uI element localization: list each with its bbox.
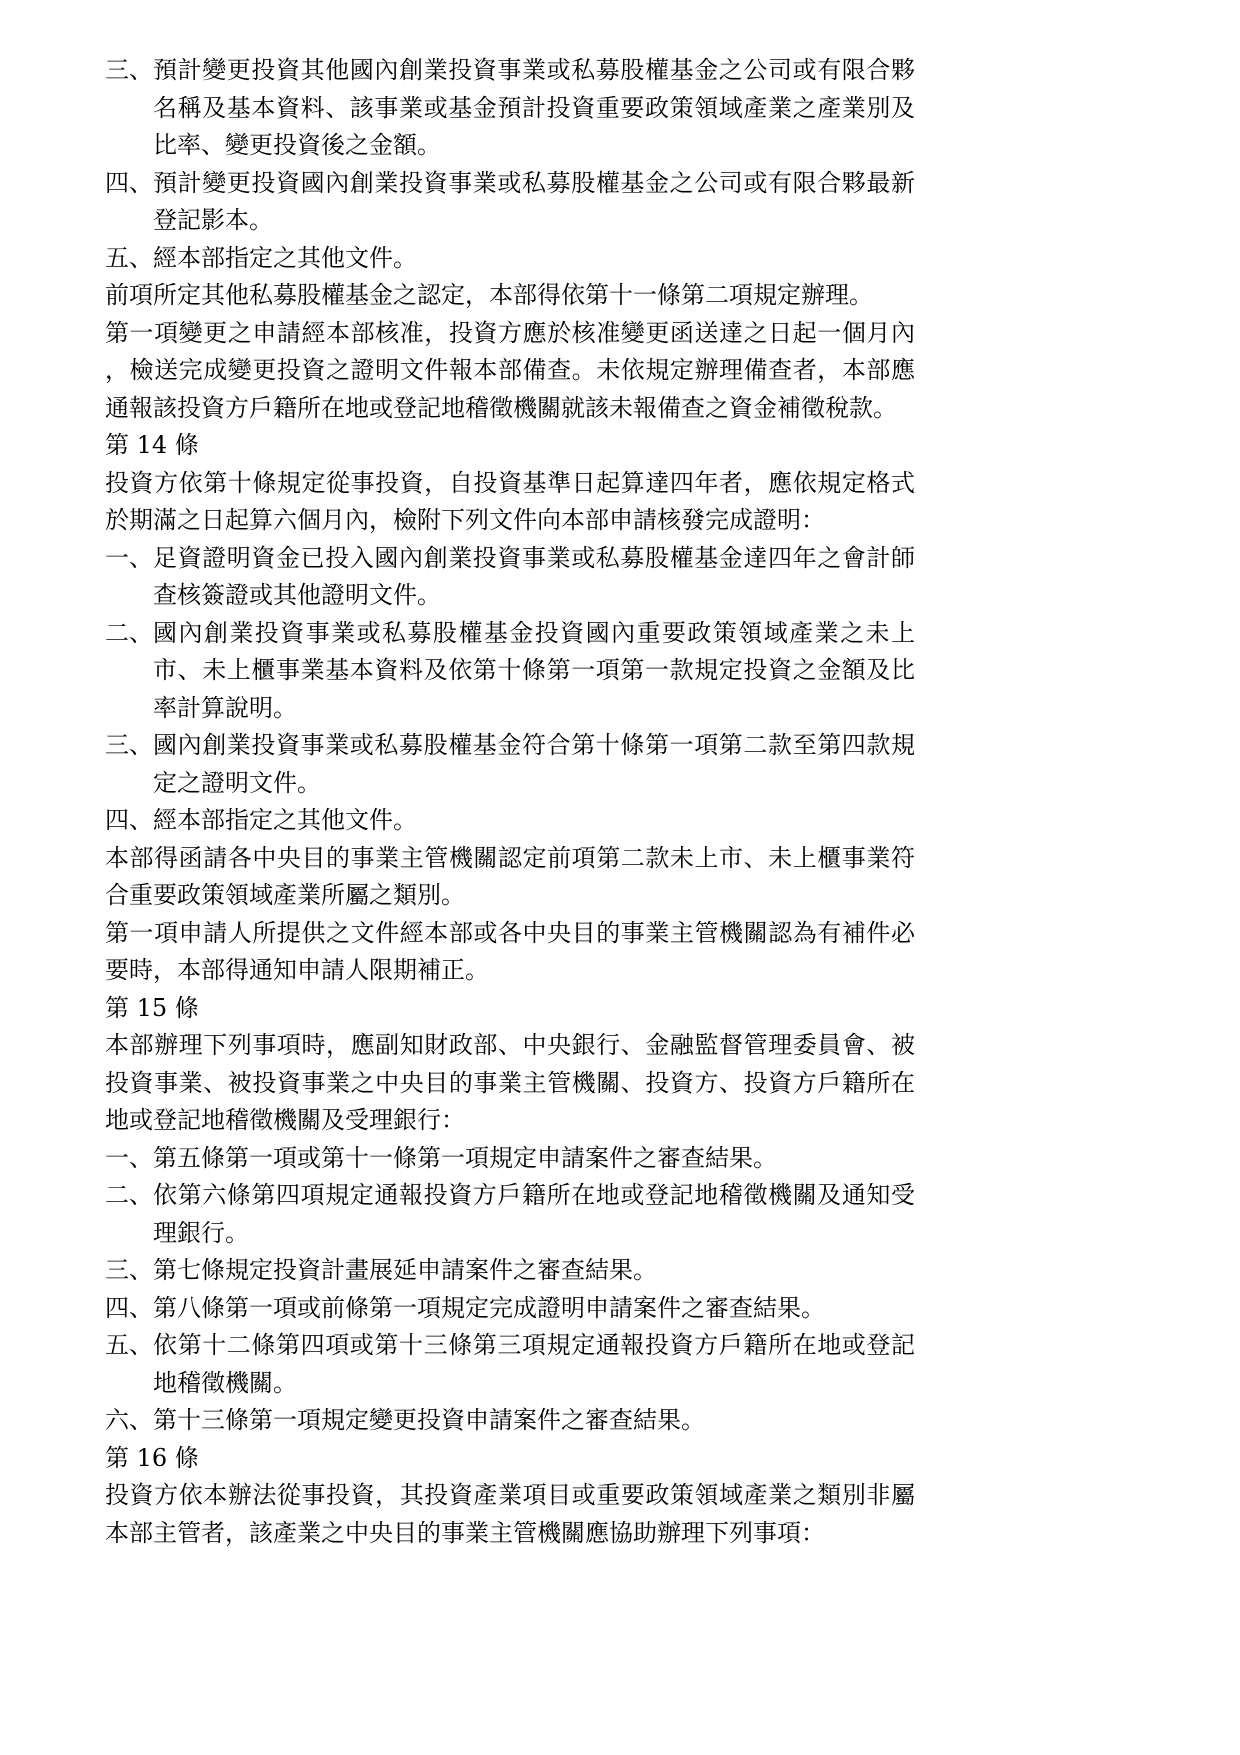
list-marker: 二、 — [105, 618, 153, 647]
list-item — [105, 540, 915, 615]
paragraph: 本部辦理下列事項時，應副知財政部、中央銀行、金融監督管理委員會、被投資事業、被投資事業之中央目的事業主管機關、投資方、投資方戶籍所在地或登記地稽徵機關及受理銀行： — [105, 1031, 915, 1134]
list-item-text: 經本部指定之其他文件。 — [153, 806, 417, 834]
list-item-text: 第十三條第一項規定變更投資申請案件之審查結果。 — [153, 1406, 705, 1434]
list-item-text: 國內創業投資事業或私募股權基金符合第十條第一項第二款至第四款規定之證明文件。 — [153, 731, 915, 797]
paragraph: 第一項變更之申請經本部核准，投資方應於核准變更函送達之日起一個月內，檢送完成變更投資之證明文件報本部備查。未依規定辦理備查者，本部應通報該投資方戶籍所在地或登記地稽徵機關就該未報備查之資金補徵稅款。 — [105, 318, 915, 422]
list-marker: 四、 — [105, 806, 153, 834]
paragraph: 前項所定其他私募股權基金之認定，本部得依第十一條第二項規定辦理。 — [105, 281, 873, 309]
list-marker: 四、 — [105, 168, 153, 197]
list-marker: 六、 — [105, 1406, 153, 1434]
list-item-text: 第八條第一項或前條第一項規定完成證明申請案件之審查結果。 — [153, 1293, 825, 1322]
list-item — [105, 727, 915, 802]
article-heading: 第 15 條 — [105, 993, 199, 1022]
list-marker: 五、 — [105, 1331, 153, 1359]
list-item-text: 經本部指定之其他文件。 — [153, 243, 417, 272]
article-heading: 第 16 條 — [105, 1443, 199, 1472]
list-item — [105, 1252, 915, 1290]
list-item-text: 第五條第一項或第十一條第一項規定申請案件之審查結果。 — [153, 1143, 777, 1172]
list-marker: 一、 — [105, 1143, 153, 1172]
paragraph: 投資方依本辦法從事投資，其投資產業項目或重要政策領域產業之類別非屬本部主管者，該產業之中央目的事業主管機關應協助辦理下列事項： — [105, 1481, 915, 1547]
list-item-text: 第七條規定投資計畫展延申請案件之審查結果。 — [153, 1256, 657, 1284]
paragraph: 第一項申請人所提供之文件經本部或各中央目的事業主管機關認為有補件必要時，本部得通知申請人限期補正。 — [105, 918, 915, 984]
list-item — [105, 1327, 915, 1402]
document-page — [105, 52, 915, 1552]
list-item — [105, 615, 915, 728]
list-item-text: 預計變更投資國內創業投資事業或私募股權基金之公司或有限合夥最新登記影本。 — [153, 168, 915, 234]
list-marker: 五、 — [105, 243, 153, 272]
list-item — [105, 1177, 915, 1252]
list-marker: 三、 — [105, 1256, 153, 1284]
list-item-text: 國內創業投資事業或私募股權基金投資國內重要政策領域產業之未上市、未上櫃事業基本資料及依第十條第一項第一款規定投資之金額及比率計算說明。 — [153, 618, 915, 722]
list-marker: 四、 — [105, 1293, 153, 1322]
list-marker: 一、 — [105, 543, 153, 572]
paragraph: 投資方依第十條規定從事投資，自投資基準日起算達四年者，應依規定格式於期滿之日起算六個月內，檢附下列文件向本部申請核發完成證明： — [105, 468, 915, 534]
list-marker: 三、 — [105, 56, 153, 84]
list-item — [105, 240, 915, 278]
list-item-text: 預計變更投資其他國內創業投資事業或私募股權基金之公司或有限合夥名稱及基本資料、該事業或基金預計投資重要政策領域產業之產業別及比率、變更投資後之金額。 — [153, 56, 915, 159]
paragraph: 本部得函請各中央目的事業主管機關認定前項第二款未上市、未上櫃事業符合重要政策領域產業所屬之類別。 — [105, 843, 915, 909]
list-item — [105, 1402, 915, 1440]
list-item — [105, 1290, 915, 1328]
list-item-text: 足資證明資金已投入國內創業投資事業或私募股權基金達四年之會計師查核簽證或其他證明文件。 — [153, 543, 915, 609]
list-marker: 三、 — [105, 731, 153, 759]
list-item — [105, 52, 915, 165]
list-marker: 二、 — [105, 1181, 153, 1209]
list-item-text: 依第六條第四項規定通報投資方戶籍所在地或登記地稽徵機關及通知受理銀行。 — [153, 1181, 915, 1247]
list-item — [105, 802, 915, 840]
article-heading: 第 14 條 — [105, 431, 199, 459]
list-item — [105, 165, 915, 240]
list-item-text: 依第十二條第四項或第十三條第三項規定通報投資方戶籍所在地或登記地稽徵機關。 — [153, 1331, 915, 1397]
list-item — [105, 1140, 915, 1178]
